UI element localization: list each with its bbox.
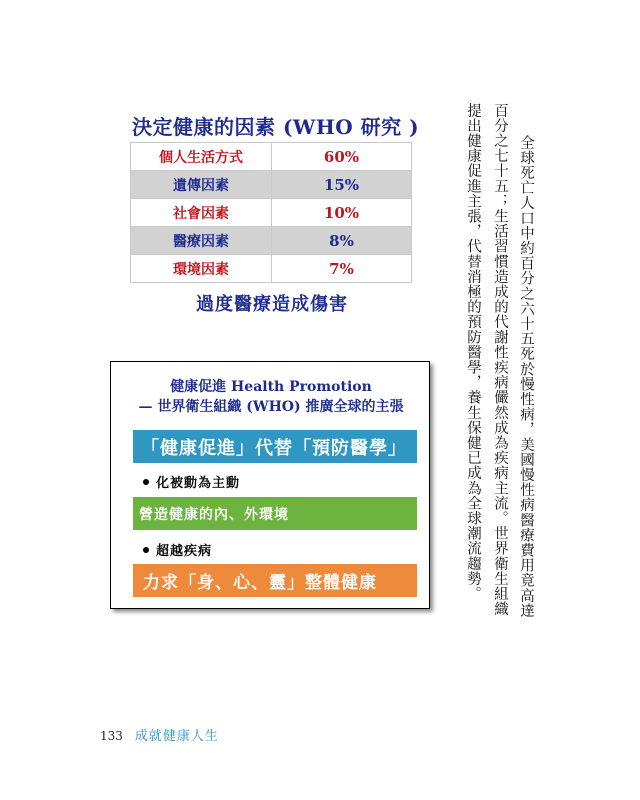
table-row (131, 171, 412, 199)
book-title: 成就健康人生 (134, 729, 219, 744)
table-caption: 過度醫療造成傷害 (196, 294, 348, 315)
promotion-bar-3: 力求「身、心、靈」整體健康 (133, 564, 417, 597)
factor-cell: 醫療因素 (131, 227, 272, 255)
bullet-text: 化被動為主動 (156, 476, 241, 491)
percent-cell: 8% (272, 227, 412, 255)
bullet-item (143, 540, 212, 559)
percent-cell: 60% (272, 143, 412, 171)
factor-cell: 個人生活方式 (131, 143, 272, 171)
page-number: 133 (100, 729, 123, 743)
percent-cell: 10% (272, 199, 412, 227)
vertical-text-column-2: 百分之七十五；生活習慣造成的代謝性疾病儼然成為疾病主流。世界衛生組織 (492, 103, 508, 617)
percent-cell: 15% (272, 171, 412, 199)
factor-cell: 社會因素 (131, 199, 272, 227)
bullet-text: 超越疾病 (156, 544, 213, 559)
bullet-item (143, 472, 240, 491)
vertical-text-column-1: 全球死亡人口中約百分之六十五死於慢性病，美國慢性病醫療費用竟高達 (518, 135, 534, 619)
bullet-dot-icon (143, 547, 149, 553)
table-row (131, 143, 412, 171)
factor-cell: 遺傳因素 (131, 171, 272, 199)
promotion-subtitle: — 世界衛生組織 (WHO) 推廣全球的主張 (138, 399, 404, 415)
promotion-title: 健康促進 Health Promotion (170, 379, 372, 395)
factor-cell: 環境因素 (131, 255, 272, 283)
bullet-dot-icon (143, 479, 149, 485)
health-promotion-box (110, 361, 430, 609)
table-row (131, 227, 412, 255)
vertical-text-column-3: 提出健康促進主張，代替消極的預防醫學，養生保健已成為全球潮流趨勢。 (465, 103, 481, 602)
table-row (131, 255, 412, 283)
promotion-bar-1: 「健康促進」代替「預防醫學」 (133, 430, 417, 463)
table-row (131, 199, 412, 227)
who-table-title: 決定健康的因素 (WHO 研究 ) (132, 115, 420, 139)
page-footer (100, 725, 219, 744)
percent-cell: 7% (272, 255, 412, 283)
promotion-bar-2: 營造健康的內、外環境 (133, 497, 417, 530)
health-factors-table (130, 142, 412, 283)
